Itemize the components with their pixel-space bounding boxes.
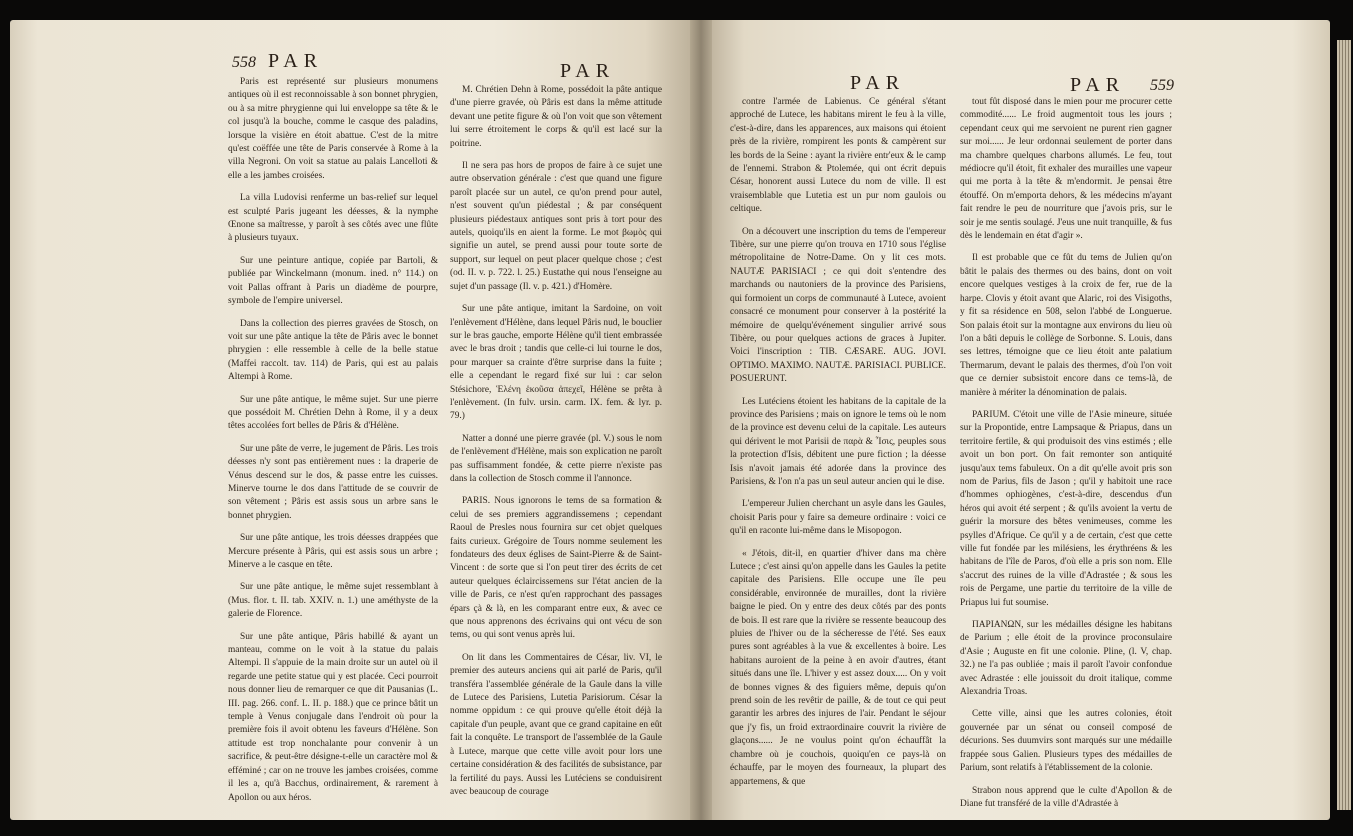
right-page [700,20,1330,820]
paragraph: Sur une pâte antique, imitant la Sardoine, on voit l'enlèvement d'Hélène, dans lequel Pâris nud, le bouclier sur le bras gauche, emporte Hélène qu'il tient embrassée avec le bras droit ; tandis que celle-ci lui tourne le dos, pour marquer sa crainte d'être surprise dans la fuite ; elle a cependant le regard fixé sur lui : car selon Stésichore, Ἑλένη ἑκοῦσα ἀπεχεῖ, Hélène se prêta à l'enlèvement. (In fulv. ursin. carm. IX. fem. & lyr. p. 79.) [450,304,662,422]
text-column [960,96,1172,811]
paragraph: contre l'armée de Labienus. Ce général s'étant approché de Lutece, les habitans mirent le feu à la ville, c'est-à-dire, dans les apparences, aux maisons qui étoient près de la rivière, rompirent les ponts & campèrent sur les bords de la Seine : ayant la rivière entr'eux & le camp de l'ennemi. Strabon & Ptolemée, qui ont écrit depuis César, honorent aussi Lutece du nom de ville. Il est vraisemblable que Lutetia est un pur nom gaulois ou celtique. [730,97,946,215]
page-number: 558 [232,54,256,71]
paragraph: Sur une peinture antique, copiée par Bartoli, & publiée par Winckelmann (monum. ined. n° 114.) on voit Pallas offrant à Paris un diadème de pourpre, symbole de l'empire universel. [228,255,438,307]
text-column [228,76,438,811]
paragraph: Sur une pâte antique, Pâris habillé & ayant un manteau, comme on le voit à la statue du palais Altempi. Il s'appuie de la main droite sur un autel où il regarde une petite statue qui y est placée. Ceci pourroit nous donner lieu de remarquer ce que dit Pausanias (L. III. pag. 266. conf. L. II. p. 188.) que ce prince bâtit un temple à Venus conjugale dans l'endroit où pour la première fois il avoit obtenu les faveurs d'Hélène. Son attitude est trop nonchalante pour convenir à un sacrifice, & peut-être désigne-t-elle un caractère mol & efféminé ; car on ne trouve les jambes croisées, comme il les a, qu'à Bacchus, ordinairement, & rarement à Apollon ou aux héros. [228,631,438,803]
paragraph: PARIS. Nous ignorons le tems de sa formation & celui de ses premiers aggrandissemens ; cependant Raoul de Presles nous fournira sur cet objet quelques faits curieux. Grégoire de Tours nomme seulement les fondateurs des deux églises de Saint-Pierre & de Saint-Vincent : de sorte que si l'on peut tirer des écrits de cet auteur quelques éclaircissemens sur l'état ancien de la ville de Paris, ce n'est qu'en rapprochant des passages épars çà & là, en les comparant entre eux, & avec ce que nous apprenons des écrivains qui ont vécu de son tems, ou qui sont venus après lui. [450,496,662,641]
page-edges [1337,40,1351,810]
text-column [450,84,662,804]
paragraph: ΠΑΡΙΑΝΩΝ, sur les médailles désigne les habitans de Parium ; elle étoit de la province proconsulaire d'Asie ; Auguste en fit une colonie. Pline, (l. V, chap. 32.) ne l'a pas oubliée ; mais il paroît l'avoir confondue avec Adrastée : elle jouissoit du droit italique, comme Alexandria Troas. [960,620,1172,698]
paragraph: Dans la collection des pierres gravées de Stosch, on voit sur une pâte antique la tête de Pâris avec le bonnet phrygien : elle ressemble à celle de la belle statue (Maffei raccolt. tav. 114) de Paris, qui est au palais Altempi à Rome. [228,318,438,383]
paragraph: Sur une pâte antique, les trois déesses drappées que Mercure présente à Pâris, qui est assis sous un arbre ; Minerve a le casque en tête. [228,533,438,570]
paragraph: PARIUM. C'étoit une ville de l'Asie mineure, située sur la Propontide, entre Lampsaque & Priapus, dans un territoire fertile, & qui produisoit des vins estimés ; elle avoit un bon port. On fait remonter son antiquité jusqu'aux tems fabuleux. On a dit qu'elle avoit pris son nom de Parius, fils de Jason ; qu'il y habitoit une race d'hommes ophiogènes, c'est-à-dire, descendus d'un héros qui avoit été serpent ; & qu'ils avoient la vertu de guérir la morsure des bêtes venimeuses, comme les psylles d'Afrique. Ce qu'il y a de certain, c'est que cette ville fut fondée par les milésiens, les érythréens & les habitans de l'île de Paros, d'où elle a pris son nom. Elle s'accrut des ruines de la ville d'Adrastée ; & sous les rois de Pergame, une partie du territoire de la ville de Priapus lui fut soumise. [960,409,1172,608]
book-gutter [690,20,712,820]
paragraph: Strabon nous apprend que le culte d'Apollon & de Diane fut transféré de la ville d'Adrastée à [960,785,1172,809]
running-head: PAR [268,50,324,72]
paragraph: On a découvert une inscription du tems de l'empereur Tibère, sur une pierre qu'on trouva en 1710 sous l'église métropolitaine de Notre-Dame. On y lit ces mots. NAUTÆ PARISIACI ; ce qui doit s'entendre des marchands ou nautoniers de la province des Parisiens, qui formoient un corps de communauté à Lutece, avoient consacré ce monument pour conserver à la postérité la mémoire de quelqu'événement singulier arrivé sous Tibère, ou pour quelques actions de graces à Jupiter. Voici l'inscription : TIB. CÆSARE. AUG. JOVI. OPTIMO. MAXIMO. NAUTÆ. PARISIACI. PUBLICE. POSUERUNT. [730,226,946,385]
left-page [10,20,700,820]
text-column [730,96,946,811]
paragraph: Paris est représenté sur plusieurs monumens antiques où il est reconnoissable à son bonnet phrygien, ou à sa mitre phrygienne qui lui enveloppe sa tête & le col jusqu'à la bouche, comme le casque des paladins, lorsque la visière en étoit abattue. C'est de la mitre qu'est coëffée une tête de Paris conservée à Rome à la villa Negroni. On voit sa statue au palais Lancelloti & elle a les jambes croisées. [228,77,438,181]
paragraph: Les Lutéciens étoient les habitans de la capitale de la province des Parisiens ; mais on ignore le tems où le nom de la province est devenu celui de la capitale. Les auteurs qui dérivent le mot Parisii de παρὰ & Ἶσις, peuples sous la protection d'Isis, débitent une pure fiction ; la déesse Isis n'avoit jamais été adorée dans la province des Parisiens, & l'on n'a pas un seul auteur ancien qui le dise. [730,396,946,487]
running-head: PAR [850,72,906,94]
paragraph: Sur une pâte antique, le même sujet. Sur une pierre que possédoit M. Chrétien Dehn à Rome, il y a deux têtes accolées fort belles de Pâris & d'Hélène. [228,394,438,432]
paragraph: « J'étois, dit-il, en quartier d'hiver dans ma chère Lutece ; c'est ainsi qu'on appelle dans les Gaules la petite capitale des Parisiens. Elle occupe une île peu considérable, environnée de murailles, dont la rivière baigne le pied. On y entre des deux côtés par des ponts de bois. Il est rare que la rivière se ressente beaucoup des pluies de l'hiver ou de la sécheresse de l'été. Ses eaux pures sont agréables à la vue & excellentes à boire. Les habitans auroient de la peine à en avoir d'autres, étant situés dans une île. L'hiver y est assez doux..... On y voit de bonnes vignes & des figuiers même, depuis qu'on prend soin de les revêtir de paille, & de tout ce qui peut garantir les arbres des injures de l'air. Pendant le séjour que j'y fis, un froid extraordinaire couvrit la rivière de glaçons...... Je ne voulus point qu'on échauffât la chambre où je couchois, quoiqu'en ce pays-là on échauffe, par le moyen des fourneaux, la plupart des appartemens, & que [730,548,946,787]
paragraph: Sur une pâte de verre, le jugement de Pâris. Les trois déesses n'y sont pas entièrement nues : la draperie de Vénus descend sur le dos, & passe entre les cuisses. Minerve tourne le dos dans l'attitude de se couvrir de son vêtement ; Pâris est assis sous un arbre sans le bonnet phrygien. [228,443,438,521]
paragraph: M. Chrétien Dehn à Rome, possédoit la pâte antique d'une pierre gravée, où Pâris est dans la même attitude devant une petite figure & où l'on voit que son vêtement lui serre étroitement le corps & qu'il est lacé sur la poitrine. [450,85,662,149]
paragraph: La villa Ludovisi renferme un bas-relief sur lequel est sculpté Paris jugeant les déesses, & la nymphe Œnone sa maîtresse, y paroît à ses côtés avec une flûte à plusieurs tuyaux. [228,193,438,244]
paragraph: Cette ville, ainsi que les autres colonies, étoit gouvernée par un sénat ou conseil composé de décurions. Ses duumvirs sont marqués sur une médaille frappée sous Galien. Plusieurs types des médailles de Parium, sont relatifs à l'établissement de la colonie. [960,709,1172,774]
paragraph: Il est probable que ce fût du tems de Julien qu'on bâtit le palais des thermes ou des bains, dont on voit encore quelques vestiges à la croix de fer, rue de la harpe. Clovis y étoit avant que Alaric, roi des Visigoths, y fit sa résidence en 508, selon l'abbé de Longuerue. Son palais étoit sur la montagne aux environs du lieu où l'on a bâti depuis le collège de Sorbonne. S. Louis, dans ses lettres, témoigne que ce lieu étoit ante palatium Thermarum, devant le palais des thermes, d'où l'on voit que ce dernier subsistoit encore dans ce tems-là, de manière à mériter la dénomination de palais. [960,253,1172,398]
paragraph: On lit dans les Commentaires de César, liv. VI, le premier des auteurs anciens qui ait parlé de Paris, qu'il transféra l'assemblée générale de la Gaule dans la ville de Lutece des Parisiens, Lutetia Parisiorum. César la nomme oppidum : ce qui prouve qu'elle étoit déjà la capitale d'un peuple, avant que ce grand capitaine en eût fait la conquête. Le transport de l'assemblée de la Gaule à Lutece, marque que cette ville avoit pour lors une certaine considération & des facilités de subsistance, par la fertilité du pays. Aussi les Lutéciens se conduisirent avec beaucoup de courage [450,652,662,797]
running-head: PAR [1070,74,1126,96]
paragraph: tout fût disposé dans le mien pour me procurer cette commodité...... Le froid augmentoit tous les jours ; cependant ceux qui me servoient ne purent rien gagner sur moi...... Je leur ordonnai seulement de porter dans ma chambre quelques charbons allumés. Le feu, tout médiocre qu'il étoit, fit exhaler des murailles une vapeur qui me porta à la tête & m'endormit. Je pensai être étouffé. On m'emporta dehors, & les médecins m'ayant fait rendre le peu de nourriture que j'avois pris, sur le soir je me sentis soulagé. J'eus une nuit tranquille, & fus dès le lendemain en état d'agir ». [960,97,1172,242]
running-head: PAR [560,60,616,82]
paragraph: Natter a donné une pierre gravée (pl. V.) sous le nom de l'enlèvement d'Hélène, mais son explication ne paroît pas suffisamment fondée, & cette pierre n'existe pas dans la collection de Stosch comme il l'annonce. [450,433,662,484]
paragraph: Il ne sera pas hors de propos de faire à ce sujet une autre observation générale : c'est que quand une figure paroît placée sur un autel, ce qu'on prend pour autel, n'est souvent qu'un piédestal ; & par conséquent plusieurs piédestaux antiques sont pris à tort pour des autels, quoiqu'ils en aient la forme. Le mot βωμὸς qui signifie un autel, se prend aussi pour toute sorte de support, sur lequel on peut placer quelque chose ; c'est (od. II. v. p. 722. l. 25.) Eustathe qui nous l'enseigne au sujet d'un passage (Il. v. p. 421.) d'Homère. [450,161,662,292]
page-number: 559 [1150,77,1174,94]
paragraph: Sur une pâte antique, le même sujet ressemblant à (Mus. flor. t. II. tab. XXIV. n. 1.) une améthyste de la galerie de Florence. [228,582,438,620]
paragraph: L'empereur Julien cherchant un asyle dans les Gaules, choisit Paris pour y faire sa demeure ordinaire : voici ce qu'il en raconte lui-même dans le Misopogon. [730,499,946,537]
